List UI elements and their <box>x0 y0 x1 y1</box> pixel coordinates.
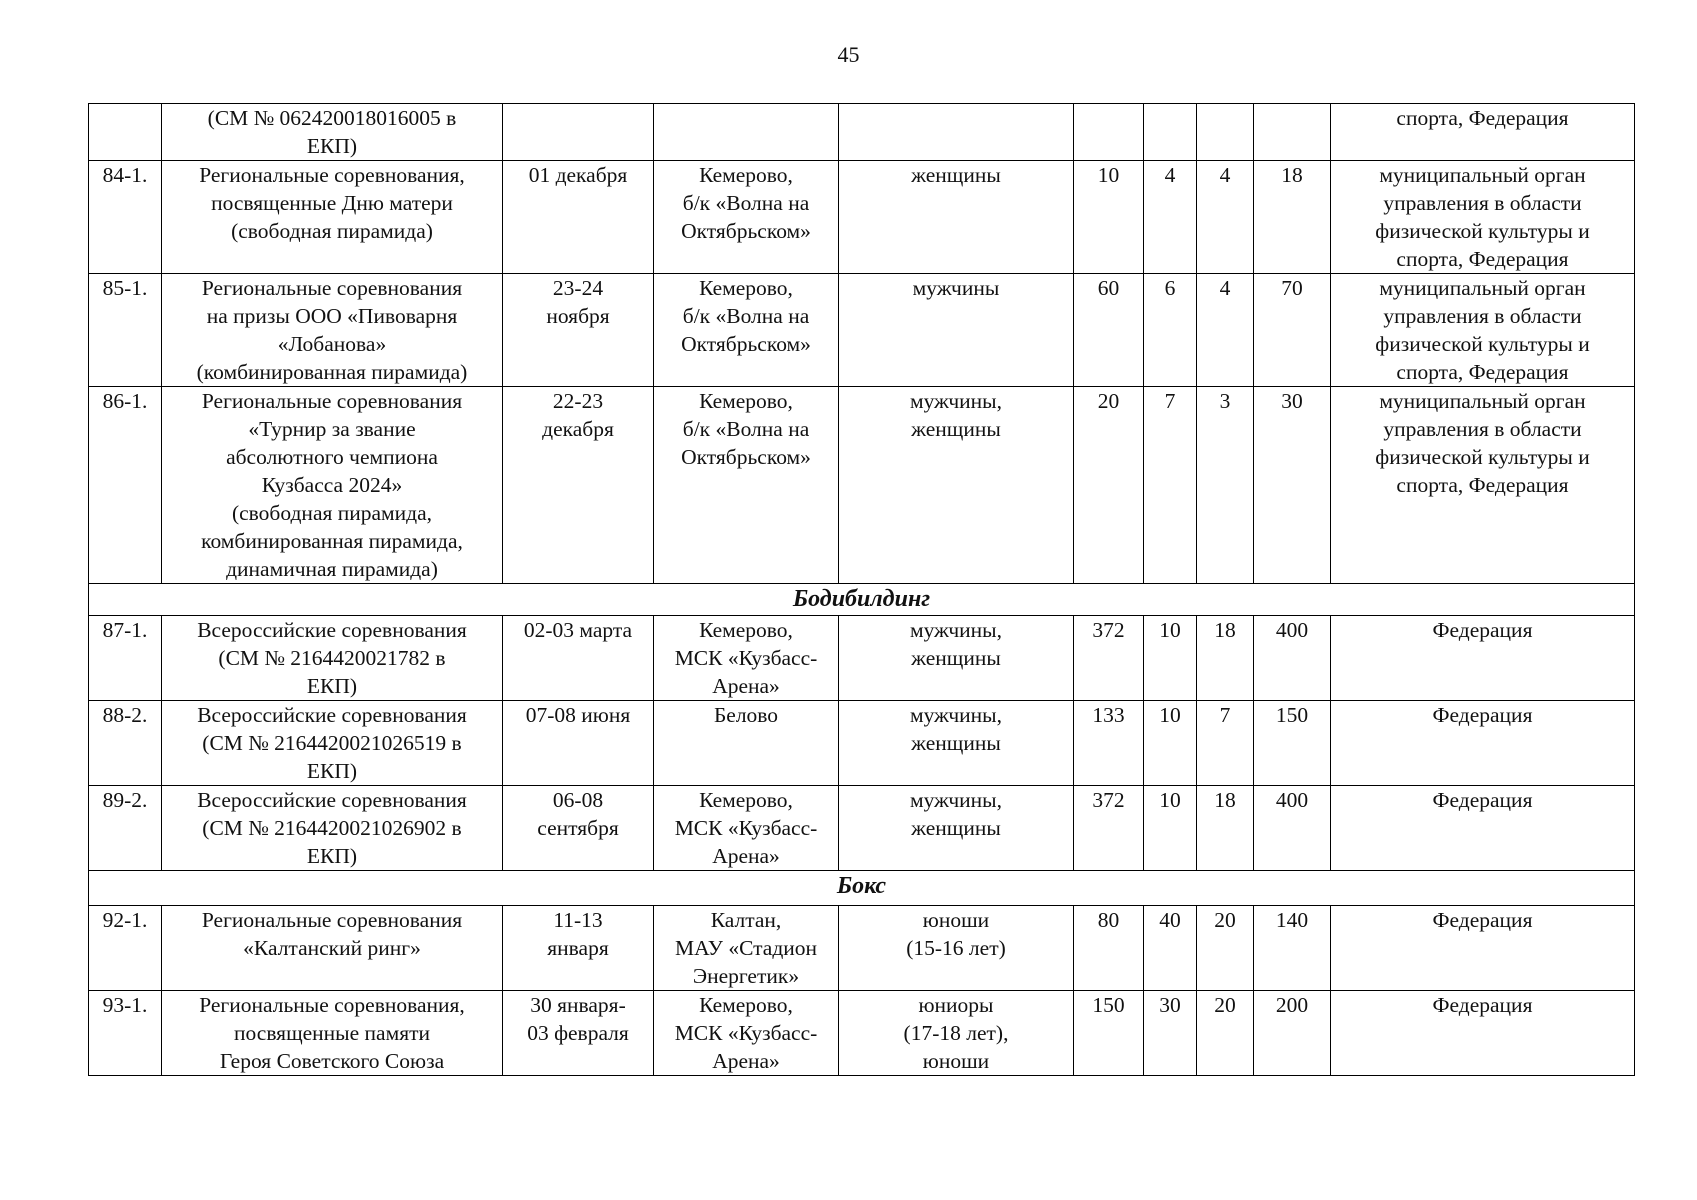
event-name-line: ЕКП) <box>306 759 358 783</box>
event-name-line: ЕКП) <box>306 844 358 868</box>
event-venue-line: Арена» <box>712 844 780 868</box>
total-count: 70 <box>1254 274 1331 387</box>
event-venue-line: Белово <box>713 703 779 727</box>
event-dates-line: 23-24 <box>552 276 604 300</box>
organizer-line: Федерация <box>1432 788 1533 812</box>
event-name-line: «Турнир за звание <box>248 417 416 441</box>
staff-count: 20 <box>1197 991 1254 1076</box>
table-row <box>89 616 1635 701</box>
table-row <box>89 786 1635 871</box>
event-name-line: посвященные памяти <box>233 1021 430 1045</box>
event-name-line: на призы ООО «Пивоварня <box>206 304 458 328</box>
section-row <box>89 871 1635 906</box>
total-count: 18 <box>1254 161 1331 274</box>
event-name-line: Всероссийские соревнования <box>197 703 467 727</box>
participant-group <box>839 274 1074 387</box>
event-name-line: посвященные Дню матери <box>211 191 453 215</box>
participants-count: 133 <box>1074 701 1144 786</box>
organizer-line: спорта, Федерация <box>1396 106 1569 130</box>
event-dates-line: 01 декабря <box>528 163 628 187</box>
event-name-line: ЕКП) <box>306 674 358 698</box>
event-number: 84-1. <box>89 161 162 274</box>
event-venue-line: Кемерово, <box>699 276 793 300</box>
event-venue-line: Октябрьском» <box>681 445 811 469</box>
event-name-line: «Лобанова» <box>277 332 387 356</box>
participant-group <box>839 701 1074 786</box>
event-dates <box>503 104 654 161</box>
organizer <box>1331 786 1635 871</box>
participants-count: 372 <box>1074 616 1144 701</box>
organizer-line: Федерация <box>1432 908 1533 932</box>
event-name-line: (СМ № 2164420021026902 в <box>202 816 462 840</box>
event-dates-line: 11-13 <box>553 908 603 932</box>
event-venue-line: Калтан, <box>710 908 782 932</box>
event-name-line: абсолютного чемпиона <box>226 445 438 469</box>
event-name <box>162 906 503 991</box>
event-venue-line: б/к «Волна на <box>682 304 810 328</box>
event-dates-line: 02-03 марта <box>523 618 633 642</box>
total-count: 400 <box>1254 786 1331 871</box>
staff-count <box>1197 104 1254 161</box>
organizer-line: Федерация <box>1432 703 1533 727</box>
participant-group-line: женщины <box>911 646 1001 670</box>
event-venue-line: МСК «Кузбасс- <box>674 816 818 840</box>
event-venue <box>654 991 839 1076</box>
participant-group-line: мужчины, <box>909 389 1003 413</box>
event-venue-line: Арена» <box>712 1049 780 1073</box>
organizer-line: Федерация <box>1432 618 1533 642</box>
organizer-line: управления в области <box>1383 304 1582 328</box>
participant-group <box>839 387 1074 584</box>
event-dates <box>503 616 654 701</box>
event-venue <box>654 274 839 387</box>
event-venue-line: МСК «Кузбасс- <box>674 1021 818 1045</box>
participant-group <box>839 161 1074 274</box>
event-dates <box>503 991 654 1076</box>
participant-group <box>839 616 1074 701</box>
section-title: Бокс <box>89 871 1635 906</box>
organizer <box>1331 701 1635 786</box>
organizer-line: физической культуры и <box>1375 332 1590 356</box>
event-name <box>162 991 503 1076</box>
organizer <box>1331 991 1635 1076</box>
participant-group-line: женщины <box>911 816 1001 840</box>
event-name-line: Всероссийские соревнования <box>197 788 467 812</box>
event-name-line: (СМ № 2164420021782 в <box>218 646 446 670</box>
page-number: 45 <box>837 42 860 67</box>
event-dates-line: 22-23 <box>552 389 604 413</box>
event-name-line: Региональные соревнования, <box>199 993 465 1017</box>
total-count: 150 <box>1254 701 1331 786</box>
event-name-line: Кузбасса 2024» <box>261 473 403 497</box>
event-number <box>89 104 162 161</box>
total-count: 200 <box>1254 991 1331 1076</box>
event-venue-line: Кемерово, <box>699 993 793 1017</box>
judges-count: 7 <box>1144 387 1197 584</box>
participant-group-line: мужчины, <box>909 618 1003 642</box>
participant-group <box>839 786 1074 871</box>
event-dates-line: 06-08 <box>552 788 604 812</box>
participants-count: 150 <box>1074 991 1144 1076</box>
event-name-line: (свободная пирамида, <box>231 501 433 525</box>
event-dates-line: 07-08 июня <box>525 703 631 727</box>
event-venue-line: Октябрьском» <box>681 219 811 243</box>
event-name-line: Региональные соревнования, <box>199 163 465 187</box>
event-dates-line: 03 февраля <box>527 1021 629 1045</box>
organizer <box>1331 274 1635 387</box>
staff-count: 18 <box>1197 786 1254 871</box>
events-table-body <box>89 104 1635 1076</box>
organizer-line: муниципальный орган <box>1379 389 1586 413</box>
organizer <box>1331 104 1635 161</box>
event-venue <box>654 786 839 871</box>
table-row <box>89 274 1635 387</box>
participants-count <box>1074 104 1144 161</box>
event-venue <box>654 616 839 701</box>
event-venue-line: Кемерово, <box>699 618 793 642</box>
event-name <box>162 701 503 786</box>
participants-count: 10 <box>1074 161 1144 274</box>
event-dates-line: 30 января- <box>530 993 626 1017</box>
event-dates-line: сентября <box>537 816 619 840</box>
staff-count: 7 <box>1197 701 1254 786</box>
judges-count: 10 <box>1144 616 1197 701</box>
event-dates <box>503 274 654 387</box>
participant-group-line: женщины <box>911 731 1001 755</box>
event-venue-line: Октябрьском» <box>681 332 811 356</box>
event-name <box>162 616 503 701</box>
section-row <box>89 584 1635 616</box>
event-number: 85-1. <box>89 274 162 387</box>
participant-group-line: женщины <box>911 417 1001 441</box>
organizer-line: муниципальный орган <box>1379 163 1586 187</box>
participant-group <box>839 104 1074 161</box>
participant-group-line: юноши <box>922 1049 990 1073</box>
table-row <box>89 906 1635 991</box>
event-number: 88-2. <box>89 701 162 786</box>
event-name-line: Региональные соревнования <box>201 389 463 413</box>
event-name-line: Региональные соревнования <box>201 908 463 932</box>
participants-count: 20 <box>1074 387 1144 584</box>
staff-count: 4 <box>1197 274 1254 387</box>
event-name <box>162 104 503 161</box>
event-number: 89-2. <box>89 786 162 871</box>
organizer-line: муниципальный орган <box>1379 276 1586 300</box>
event-name <box>162 161 503 274</box>
judges-count: 6 <box>1144 274 1197 387</box>
participant-group-line: (15-16 лет) <box>906 936 1006 960</box>
event-dates-line: января <box>547 936 609 960</box>
total-count: 140 <box>1254 906 1331 991</box>
event-name-line: (СМ № 2164420021026519 в <box>202 731 462 755</box>
event-venue-line: б/к «Волна на <box>682 417 810 441</box>
event-number: 86-1. <box>89 387 162 584</box>
organizer <box>1331 161 1635 274</box>
participants-count: 372 <box>1074 786 1144 871</box>
participant-group <box>839 991 1074 1076</box>
staff-count: 20 <box>1197 906 1254 991</box>
participant-group-line: (17-18 лет), <box>903 1021 1009 1045</box>
organizer-line: физической культуры и <box>1375 445 1590 469</box>
event-name-line: Всероссийские соревнования <box>197 618 467 642</box>
judges-count: 40 <box>1144 906 1197 991</box>
event-venue <box>654 701 839 786</box>
event-dates <box>503 161 654 274</box>
section-title: Бодибилдинг <box>89 584 1635 616</box>
event-dates <box>503 387 654 584</box>
organizer <box>1331 387 1635 584</box>
table-row <box>89 161 1635 274</box>
table-row <box>89 991 1635 1076</box>
participants-count: 60 <box>1074 274 1144 387</box>
event-venue <box>654 906 839 991</box>
event-number: 92-1. <box>89 906 162 991</box>
total-count: 400 <box>1254 616 1331 701</box>
event-venue-line: Энергетик» <box>692 964 800 988</box>
events-table <box>88 103 1635 1076</box>
event-dates-line: ноября <box>546 304 610 328</box>
event-name-line: динамичная пирамида) <box>226 557 438 581</box>
organizer <box>1331 616 1635 701</box>
event-name <box>162 274 503 387</box>
event-name <box>162 387 503 584</box>
organizer <box>1331 906 1635 991</box>
participant-group-line: женщины <box>911 163 1001 187</box>
participants-count: 80 <box>1074 906 1144 991</box>
participant-group-line: юниоры <box>918 993 994 1017</box>
organizer-line: управления в области <box>1383 417 1582 441</box>
event-venue-line: МАУ «Стадион <box>674 936 818 960</box>
total-count <box>1254 104 1331 161</box>
table-row <box>89 701 1635 786</box>
judges-count: 10 <box>1144 701 1197 786</box>
participant-group-line: юноши <box>922 908 990 932</box>
judges-count: 30 <box>1144 991 1197 1076</box>
event-name-line: «Калтанский ринг» <box>243 936 421 960</box>
organizer-line: спорта, Федерация <box>1396 247 1569 271</box>
organizer-line: Федерация <box>1432 993 1533 1017</box>
participant-group <box>839 906 1074 991</box>
participant-group-line: мужчины, <box>909 788 1003 812</box>
staff-count: 4 <box>1197 161 1254 274</box>
participant-group-line: мужчины <box>912 276 1000 300</box>
event-name <box>162 786 503 871</box>
organizer-line: управления в области <box>1383 191 1582 215</box>
organizer-line: спорта, Федерация <box>1396 473 1569 497</box>
table-row <box>89 387 1635 584</box>
event-dates-line: декабря <box>542 417 614 441</box>
event-venue <box>654 387 839 584</box>
event-venue-line: МСК «Кузбасс- <box>674 646 818 670</box>
table-row <box>89 104 1635 161</box>
event-venue-line: б/к «Волна на <box>682 191 810 215</box>
event-dates <box>503 701 654 786</box>
judges-count: 10 <box>1144 786 1197 871</box>
event-name-line: (СМ № 062420018016005 в <box>207 106 457 130</box>
event-venue <box>654 161 839 274</box>
event-name-line: Региональные соревнования <box>201 276 463 300</box>
event-venue-line: Арена» <box>712 674 780 698</box>
event-dates <box>503 906 654 991</box>
participant-group-line: мужчины, <box>909 703 1003 727</box>
event-venue-line: Кемерово, <box>699 788 793 812</box>
event-venue-line: Кемерово, <box>699 163 793 187</box>
event-number: 87-1. <box>89 616 162 701</box>
total-count: 30 <box>1254 387 1331 584</box>
event-name-line: комбинированная пирамида, <box>201 529 463 553</box>
event-dates <box>503 786 654 871</box>
staff-count: 3 <box>1197 387 1254 584</box>
event-venue <box>654 104 839 161</box>
event-name-line: ЕКП) <box>306 134 358 158</box>
staff-count: 18 <box>1197 616 1254 701</box>
judges-count <box>1144 104 1197 161</box>
event-name-line: (комбинированная пирамида) <box>196 360 468 384</box>
event-name-line: Героя Советского Союза <box>219 1049 445 1073</box>
event-name-line: (свободная пирамида) <box>231 219 433 243</box>
judges-count: 4 <box>1144 161 1197 274</box>
event-number: 93-1. <box>89 991 162 1076</box>
event-venue-line: Кемерово, <box>699 389 793 413</box>
organizer-line: спорта, Федерация <box>1396 360 1569 384</box>
organizer-line: физической культуры и <box>1375 219 1590 243</box>
